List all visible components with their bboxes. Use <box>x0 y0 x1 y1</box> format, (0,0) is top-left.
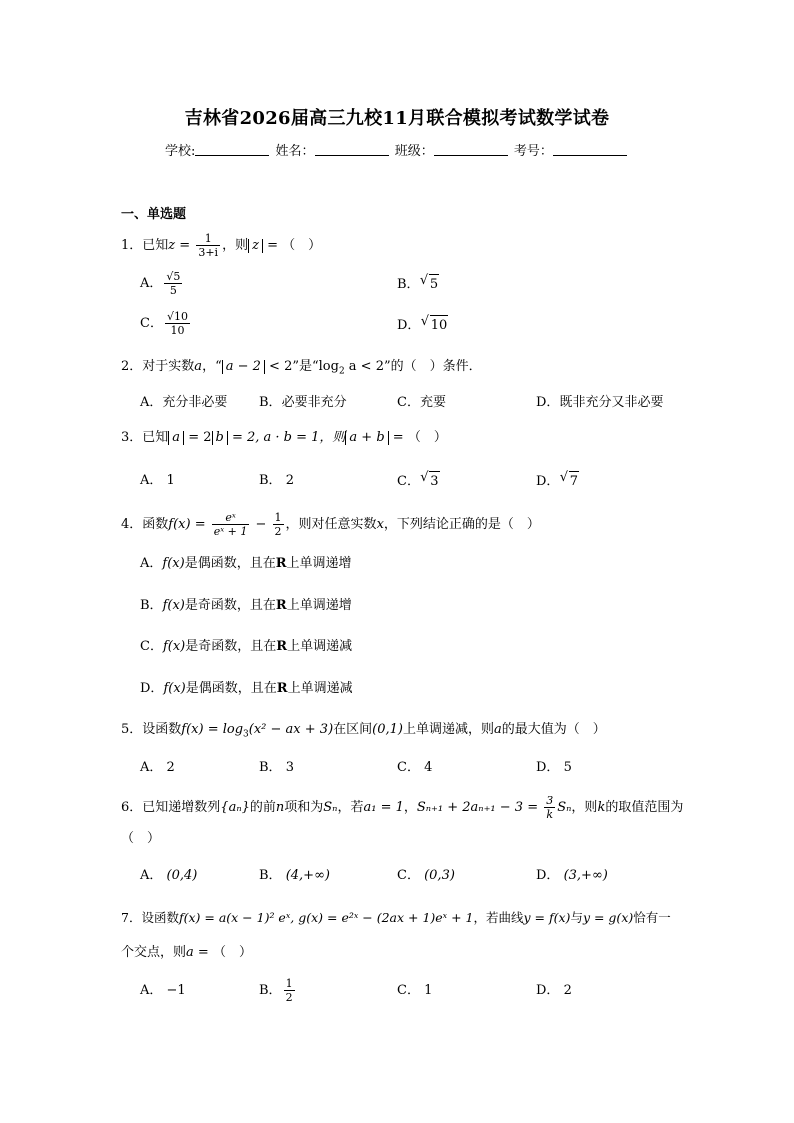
option-3d <box>536 471 579 492</box>
option-5c <box>397 758 432 778</box>
option-label: A． <box>140 556 163 571</box>
math-expr: y = g(x) <box>582 910 634 925</box>
option-text: 上单调递增 <box>286 598 352 613</box>
option-label: D． <box>536 868 560 883</box>
option-label: A． <box>140 276 163 291</box>
option-4a <box>140 554 352 574</box>
question-number: 6． <box>121 800 143 815</box>
option-label: B． <box>140 598 163 613</box>
question-number: 7． <box>121 910 142 925</box>
option-2d <box>536 393 663 413</box>
fraction <box>164 270 182 297</box>
option-text: 既非充分又非必要 <box>559 395 664 410</box>
option-label: B． <box>259 983 282 998</box>
math-interval: (0,1) <box>372 722 403 737</box>
question-text: 的最大值为（ ） <box>501 722 606 737</box>
math-expr: f(x) <box>163 681 186 696</box>
question-7 <box>121 908 671 928</box>
option-text: 充要 <box>419 395 446 410</box>
question-text: ，下列结论正确的是（ ） <box>383 517 540 532</box>
question-7-line2 <box>121 943 252 963</box>
math-var: a <box>494 722 502 737</box>
math-op: − <box>251 517 271 532</box>
option-text: 4 <box>424 760 433 775</box>
option-label: A． <box>140 868 163 883</box>
math-var: x <box>376 517 384 532</box>
fraction-num: 1 <box>285 977 293 990</box>
math-set: R <box>276 639 288 654</box>
option-5d <box>536 758 572 778</box>
option-7b <box>259 977 297 1004</box>
option-6d <box>536 866 608 886</box>
fraction-num: √5 <box>166 270 181 283</box>
option-4d <box>140 679 353 699</box>
option-text: 上单调递增 <box>286 556 352 571</box>
math-expr: f(x) <box>162 598 185 613</box>
math-set: R <box>276 681 288 696</box>
option-text: 上单调递减 <box>287 681 353 696</box>
option-3b <box>259 471 294 491</box>
abs-expr: z <box>248 239 263 253</box>
fraction <box>212 511 250 538</box>
option-label: B． <box>259 760 282 775</box>
option-label: D． <box>536 474 560 489</box>
option-label: A． <box>140 473 163 488</box>
option-1a <box>140 270 184 297</box>
math-expr: f(x) <box>162 639 186 654</box>
question-text: 设函数 <box>142 722 182 737</box>
question-number: 3． <box>121 430 143 445</box>
option-label: B． <box>259 868 282 883</box>
question-text: 函数 <box>142 517 169 532</box>
option-text: 是奇函数，且在 <box>185 639 277 654</box>
question-text: 的取值范围为 <box>605 800 684 815</box>
option-text: 充分非必要 <box>162 395 228 410</box>
abs-expr: b <box>212 431 228 445</box>
sqrt-expr: √ 7 <box>569 471 579 492</box>
question-6 <box>121 794 683 821</box>
question-text: ，则 <box>571 800 598 815</box>
option-label: C． <box>397 983 420 998</box>
fraction-num: 1 <box>274 511 282 524</box>
question-2 <box>121 357 482 382</box>
log-base: 2 <box>338 366 345 377</box>
sqrt-expr: √ 10 <box>430 315 449 336</box>
option-label: C． <box>140 639 163 654</box>
option-3c <box>397 471 440 492</box>
abs-expr: a <box>168 431 184 445</box>
math-set: R <box>275 598 287 613</box>
question-text: = 2, a · b = 1，则 <box>227 430 346 445</box>
option-label: C． <box>397 760 420 775</box>
option-label: D． <box>536 395 560 410</box>
option-label: C． <box>140 316 163 331</box>
option-text: −1 <box>166 983 186 998</box>
fraction-den: 5 <box>169 284 177 297</box>
option-text: 上单调递减 <box>287 639 353 654</box>
exam-no-blank <box>553 144 627 156</box>
fraction-den: 10 <box>170 324 185 337</box>
sqrt-expr: √ 3 <box>429 471 439 492</box>
option-7a <box>140 981 186 1001</box>
option-text: 2 <box>563 983 572 998</box>
option-label: D． <box>397 318 421 333</box>
name-blank <box>315 144 389 156</box>
option-label: C． <box>397 395 420 410</box>
fraction-num: √10 <box>166 310 188 323</box>
option-2b <box>259 393 347 413</box>
question-text: 在区间 <box>333 722 373 737</box>
option-label: C． <box>397 868 420 883</box>
fraction <box>284 977 295 1004</box>
question-text: 个交点，则 <box>121 945 187 960</box>
school-label: 学校: <box>165 144 196 159</box>
option-5a <box>140 758 175 778</box>
question-text: a < 2”的（ ）条件． <box>344 359 482 374</box>
question-number: 4． <box>121 517 143 532</box>
math-var: Sₙ <box>323 800 338 815</box>
fraction-den: k <box>546 808 554 821</box>
class-blank <box>434 144 508 156</box>
question-text: 设函数 <box>141 910 179 925</box>
option-6a <box>140 866 197 886</box>
question-text: 的前 <box>249 800 276 815</box>
question-text: 与 <box>570 910 583 925</box>
question-text: = 2 <box>184 430 212 445</box>
question-text: 已知 <box>142 430 169 445</box>
option-label: B． <box>397 277 420 292</box>
fraction <box>165 310 190 337</box>
option-text: 必要非充分 <box>281 395 347 410</box>
question-text: ，“ <box>202 359 222 374</box>
fraction-den: eˣ + 1 <box>213 525 248 538</box>
option-label: A． <box>140 760 163 775</box>
question-number: 2． <box>121 359 143 374</box>
option-label: D． <box>140 681 164 696</box>
question-text: 恰有一 <box>633 910 671 925</box>
option-7d <box>536 981 572 1001</box>
math-expr: {aₙ} <box>220 800 250 815</box>
option-2c <box>397 393 446 413</box>
option-text: 5 <box>563 760 572 775</box>
question-text: 上单调递减，则 <box>402 722 494 737</box>
option-text: 2 <box>285 473 294 488</box>
name-label: 姓名： <box>275 144 315 159</box>
fraction <box>196 232 220 259</box>
question-text: = （ ） <box>193 945 252 960</box>
fraction-den: 2 <box>274 525 282 538</box>
question-text: = （ ） <box>388 430 447 445</box>
option-label: C． <box>397 474 420 489</box>
section-title: 一、单选题 <box>121 207 187 222</box>
fraction-den: 3+i <box>198 246 219 259</box>
fraction-num: eˣ <box>212 511 250 525</box>
student-info-line <box>165 140 629 159</box>
abs-expr: a − 2 <box>222 360 265 374</box>
option-label: B． <box>259 473 282 488</box>
question-number: 5． <box>121 722 143 737</box>
math-var: a <box>186 945 194 960</box>
question-text: 已知 <box>142 238 169 253</box>
question-5 <box>121 720 606 745</box>
math-expr: (x² − ax + 3) <box>248 722 334 737</box>
math-expr: y = f(x) <box>523 910 571 925</box>
option-text: (0,4) <box>166 868 198 883</box>
option-text: (3,+∞) <box>563 868 608 883</box>
option-2a <box>140 393 227 413</box>
math-expr: a₁ = 1 <box>363 800 404 815</box>
exam-no-label: 考号： <box>513 144 553 159</box>
question-3 <box>121 428 447 448</box>
math-op: = <box>175 238 195 253</box>
question-text: ，则 <box>222 238 249 253</box>
option-1d <box>397 315 448 336</box>
question-text: < 2”是“log <box>264 359 339 374</box>
fraction <box>544 794 555 821</box>
math-expr: f(x) = <box>168 517 210 532</box>
option-label: D． <box>536 983 560 998</box>
option-text: 2 <box>166 760 175 775</box>
question-4 <box>121 511 540 538</box>
option-6b <box>259 866 330 886</box>
option-text: (4,+∞) <box>285 868 330 883</box>
math-expr: f(x) <box>162 556 185 571</box>
option-text: 1 <box>166 473 175 488</box>
question-text: ， <box>403 800 417 815</box>
option-1c <box>140 310 192 337</box>
option-3a <box>140 471 175 491</box>
question-6-line2: （ ） <box>121 831 161 846</box>
math-expr: f(x) = a(x − 1)² eˣ, g(x) = e²ˣ − (2ax + 1)eˣ + 1 <box>178 910 474 925</box>
class-label: 班级： <box>394 144 434 159</box>
math-expr: f(x) = log <box>181 722 244 737</box>
question-text: ，若曲线 <box>473 910 524 925</box>
option-text: 是偶函数，且在 <box>185 681 277 696</box>
question-text: ，则对任意实数 <box>285 517 377 532</box>
school-blank <box>195 144 269 156</box>
math-var: Sₙ <box>557 800 572 815</box>
option-text: (0,3) <box>424 868 455 883</box>
math-var: n <box>275 800 285 815</box>
question-number: 1． <box>121 238 143 253</box>
option-7c <box>397 981 432 1001</box>
question-text: ，若 <box>337 800 364 815</box>
fraction-num: 3 <box>546 794 554 807</box>
option-label: A． <box>140 395 163 410</box>
question-text: = （ ） <box>262 238 322 253</box>
fraction-den: 2 <box>285 991 293 1004</box>
math-var: a <box>194 359 203 374</box>
option-text: 3 <box>285 760 294 775</box>
log-base: 3 <box>243 729 249 740</box>
math-var: k <box>597 800 606 815</box>
question-text: 已知递增数列 <box>142 800 221 815</box>
page-title: 吉林省2026届高三九校11月联合模拟考试数学试卷 <box>184 108 610 129</box>
sqrt-expr: √ 5 <box>429 274 439 295</box>
abs-expr: a + b <box>345 431 388 445</box>
option-label: B． <box>259 395 282 410</box>
option-label: D． <box>536 760 560 775</box>
option-4b <box>140 596 352 616</box>
question-text: 项和为 <box>284 800 324 815</box>
math-var: z <box>168 238 176 253</box>
option-1b <box>397 274 439 295</box>
option-text: 是偶函数，且在 <box>184 556 276 571</box>
option-text: 1 <box>424 983 433 998</box>
question-text: 对于实数 <box>142 359 195 374</box>
option-5b <box>259 758 294 778</box>
option-6c <box>397 866 455 886</box>
option-text: 是奇函数，且在 <box>184 598 276 613</box>
math-expr: Sₙ₊₁ + 2aₙ₊₁ − 3 = <box>416 800 543 815</box>
option-4c <box>140 637 352 657</box>
fraction-num: 1 <box>196 232 220 246</box>
fraction <box>273 511 284 538</box>
math-set: R <box>275 556 287 571</box>
question-1 <box>121 232 321 259</box>
option-label: A． <box>140 983 163 998</box>
